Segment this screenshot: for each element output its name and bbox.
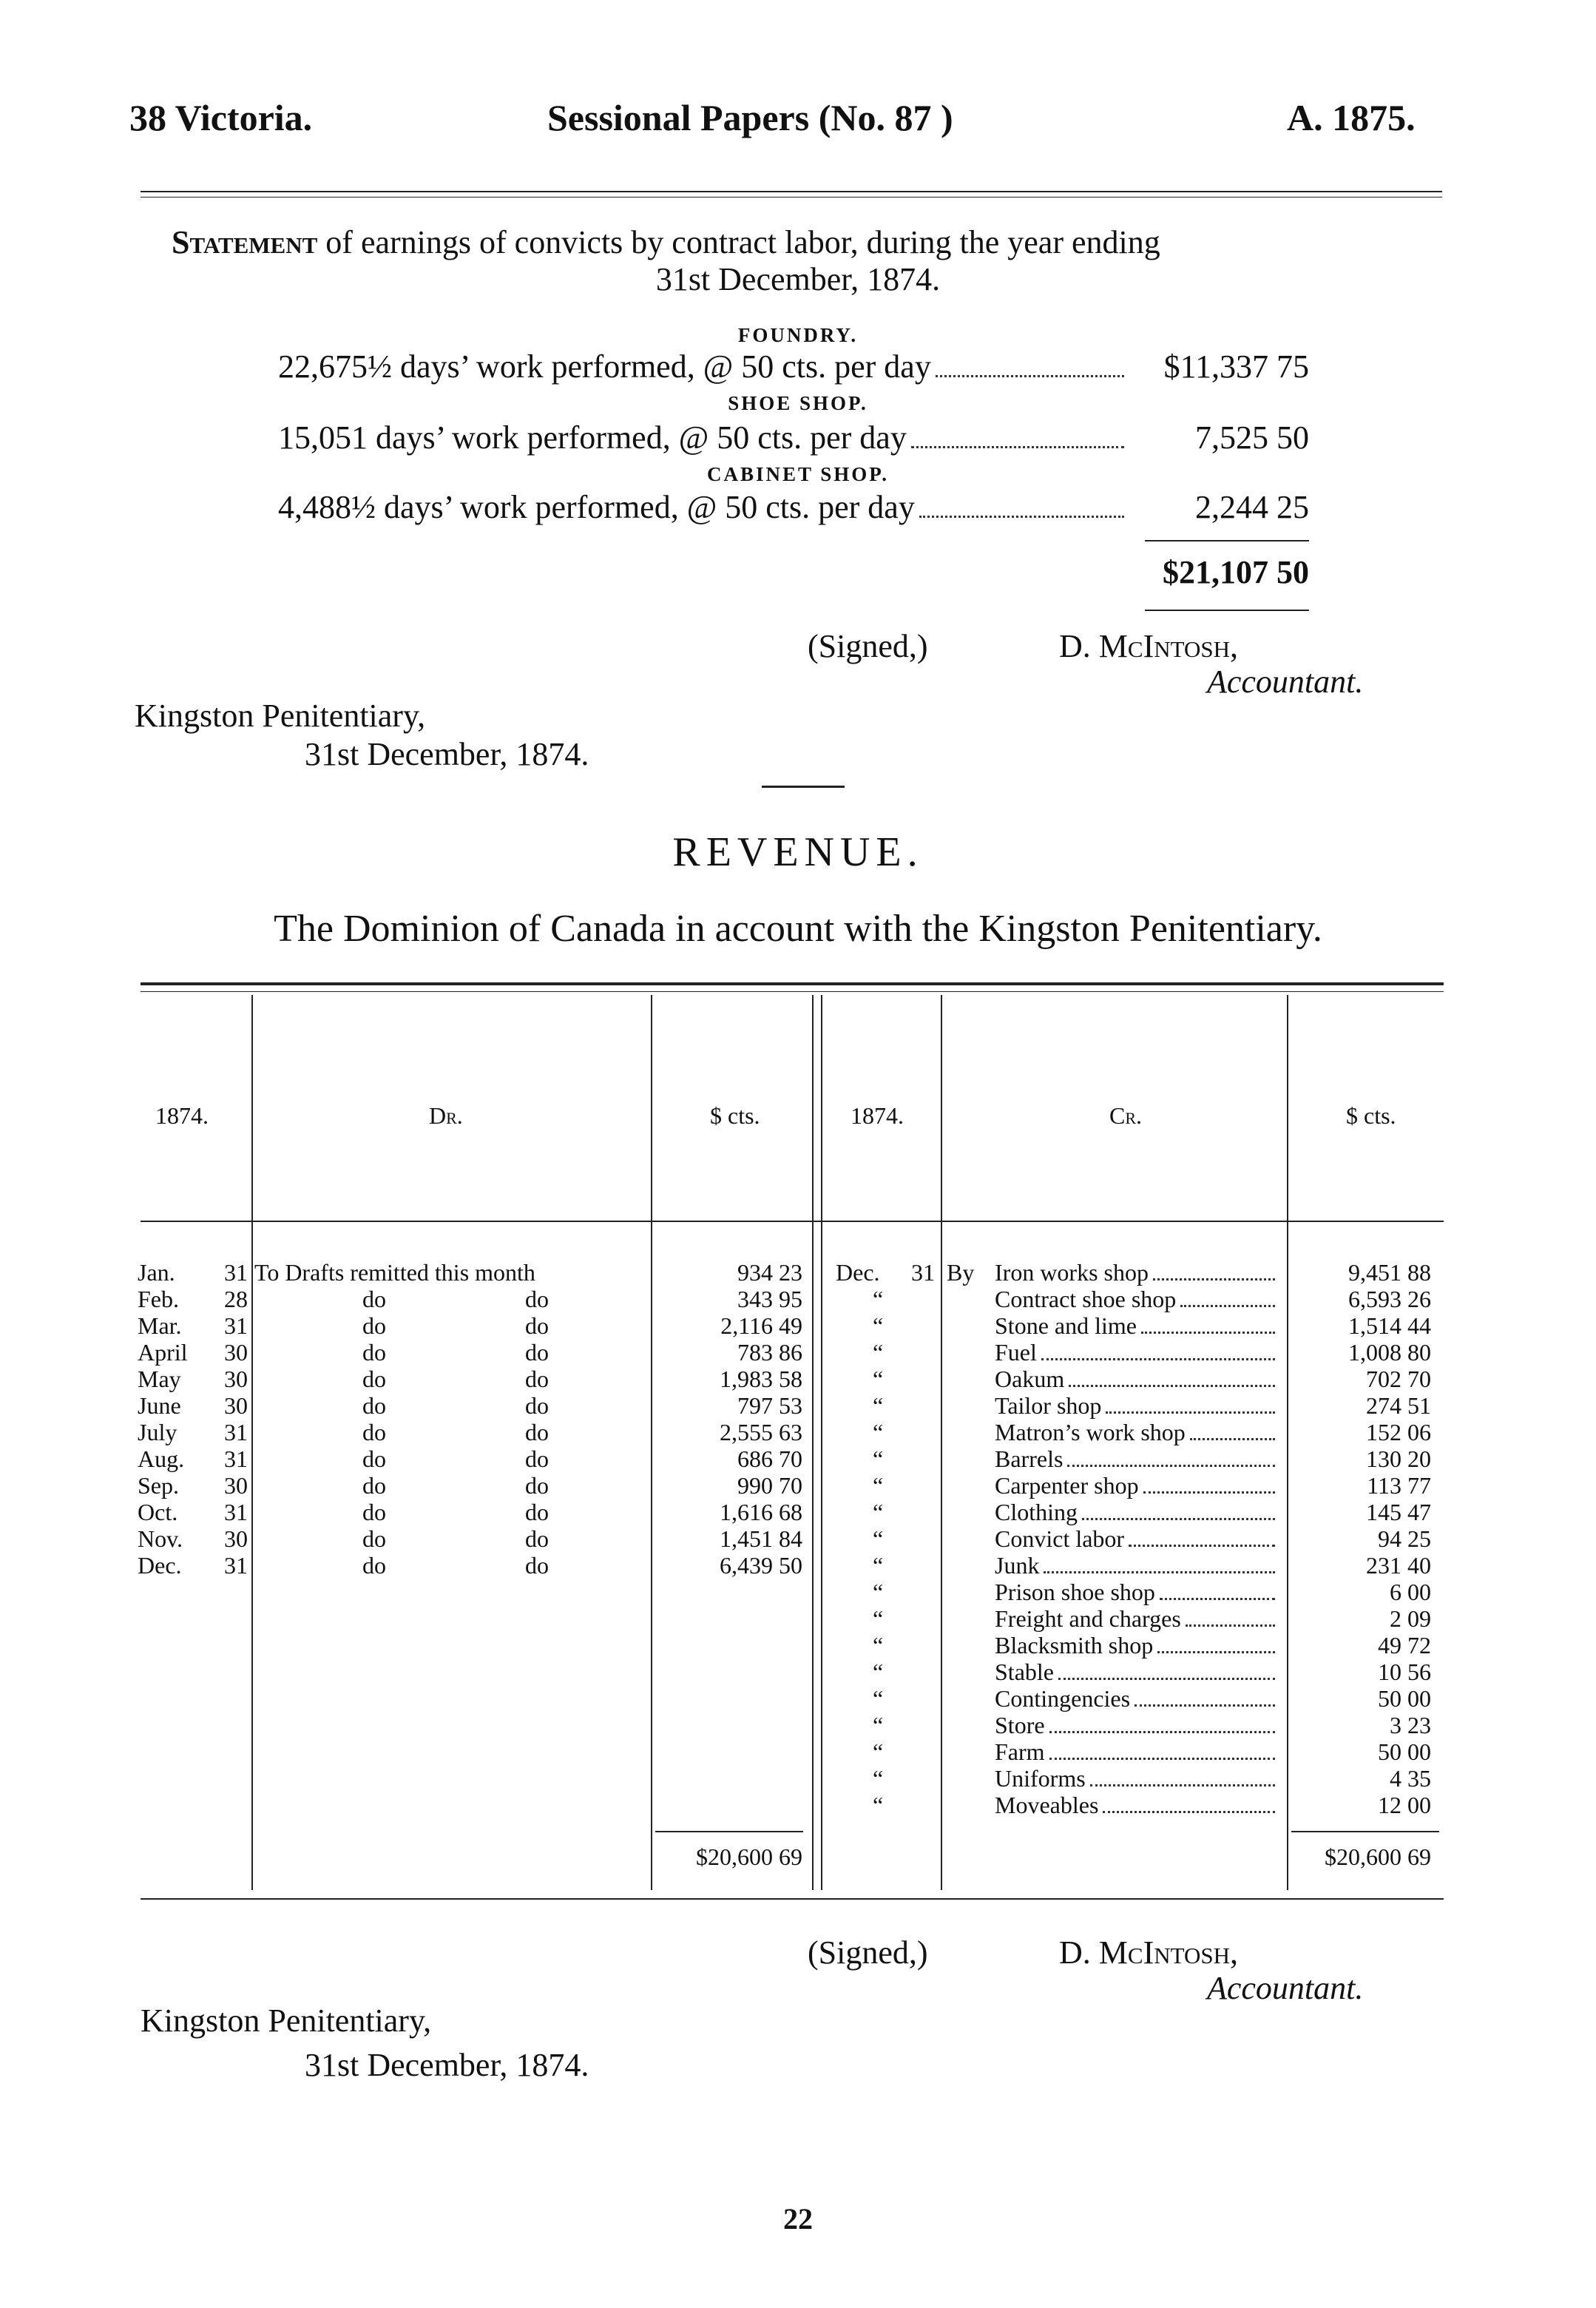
dr-amount: 1,451 84: [720, 1525, 802, 1552]
dr-ditto: do: [362, 1445, 386, 1472]
dr-day: 30: [224, 1392, 248, 1419]
dr-total: $20,600 69: [696, 1843, 802, 1870]
cr-ditto: “: [873, 1525, 884, 1552]
revenue-date: 31st December, 1874.: [305, 2047, 589, 2083]
cr-item-line: [995, 1259, 1279, 1286]
cr-item: Barrels: [995, 1445, 1064, 1472]
cr-ditto: “: [873, 1366, 884, 1392]
dr-day: 30: [224, 1472, 248, 1499]
dr-ditto: do: [362, 1419, 386, 1445]
dr-month: Feb.: [138, 1286, 179, 1312]
dot-leader: [1160, 1598, 1275, 1600]
cr-item-line: [995, 1339, 1279, 1366]
dr-ditto: do: [525, 1312, 549, 1339]
cr-item: Junk: [995, 1552, 1040, 1579]
cr-item-line: [995, 1392, 1279, 1420]
cr-ditto: “: [873, 1419, 884, 1445]
dr-ditto: do: [525, 1552, 549, 1579]
cr-item-line: [995, 1765, 1279, 1792]
cr-ditto: “: [873, 1765, 884, 1792]
cr-item: Store: [995, 1712, 1045, 1738]
cr-ditto: “: [873, 1632, 884, 1659]
dr-amount: 6,439 50: [720, 1552, 802, 1579]
col-divider: [941, 995, 942, 1890]
cr-ditto: “: [873, 1605, 884, 1632]
cr-item-line: [995, 1525, 1279, 1553]
dr-ditto: do: [525, 1286, 549, 1312]
cr-date-day: 31: [911, 1259, 935, 1286]
dot-leader: [1049, 1758, 1275, 1760]
dr-month: Aug.: [138, 1445, 185, 1472]
dr-amount: 2,555 63: [720, 1419, 802, 1445]
cr-total: $20,600 69: [1325, 1843, 1431, 1870]
dr-day: 30: [224, 1339, 248, 1366]
header-left: 38 Victoria.: [129, 97, 313, 138]
dr-amount: 686 70: [737, 1445, 802, 1472]
dr-ditto: do: [362, 1392, 386, 1419]
cr-item-line: [995, 1685, 1279, 1713]
cr-amount: 3 23: [1390, 1712, 1431, 1738]
cr-amount: 12 00: [1378, 1792, 1431, 1818]
cr-amount: 702 70: [1366, 1366, 1431, 1392]
dr-day: 28: [224, 1286, 248, 1312]
statement-signer: D. McIntosh,: [1059, 628, 1239, 664]
page-number: 22: [783, 2202, 813, 2236]
dr-ditto: do: [525, 1339, 549, 1366]
revenue-title: REVENUE.: [672, 829, 924, 875]
cr-amount: 4 35: [1390, 1765, 1431, 1792]
cr-item: Carpenter shop: [995, 1472, 1139, 1499]
dot-leader: [1190, 1438, 1275, 1440]
statement-line-text: 22,675½ days’ work performed, @ 50 cts. per day: [278, 348, 931, 385]
statement-amount-foundry: $11,337 75: [1163, 348, 1309, 385]
dr-month: July: [138, 1419, 177, 1445]
cr-amount: 6 00: [1390, 1579, 1431, 1605]
cr-ditto: “: [873, 1312, 884, 1339]
cr-amount: 113 77: [1367, 1472, 1431, 1499]
section-heading-cabinet: CABINET SHOP.: [706, 463, 890, 485]
cr-label-header: Cr.: [1109, 1102, 1143, 1129]
cr-year-header: 1874.: [851, 1102, 904, 1129]
dr-ditto: do: [525, 1419, 549, 1445]
dot-leader: [1069, 1385, 1275, 1387]
dr-amount: 797 53: [737, 1392, 802, 1419]
dot-leader: [1141, 1332, 1275, 1334]
statement-total: $21,107 50: [1163, 554, 1309, 590]
dot-leader: [1106, 1411, 1275, 1414]
cr-ditto: “: [873, 1685, 884, 1712]
cr-amount: 49 72: [1378, 1632, 1431, 1659]
cr-amount: 10 56: [1378, 1659, 1431, 1685]
cr-ditto: “: [873, 1738, 884, 1765]
statement-line-text: 15,051 days’ work performed, @ 50 cts. per day: [278, 419, 907, 456]
cr-ditto: “: [873, 1472, 884, 1499]
dr-ditto: do: [525, 1499, 549, 1525]
statement-signed: (Signed,): [808, 628, 928, 664]
revenue-subtitle: The Dominion of Canada in account with the Kingston Penitentiary.: [274, 908, 1322, 950]
revenue-signed: (Signed,): [808, 1934, 928, 1971]
dr-day: 30: [224, 1525, 248, 1552]
cr-amount: 6,593 26: [1348, 1286, 1431, 1312]
dr-day: 31: [224, 1552, 248, 1579]
cr-item: Freight and charges: [995, 1605, 1181, 1632]
dr-month: June: [138, 1392, 181, 1419]
revenue-place: Kingston Penitentiary,: [141, 2002, 432, 2039]
col-divider: [812, 995, 814, 1890]
cr-item-line: [995, 1552, 1279, 1579]
dot-leader: [1157, 1651, 1275, 1653]
dr-ditto: do: [525, 1366, 549, 1392]
dr-month: Nov.: [138, 1525, 183, 1552]
table-top-rule-2: [141, 991, 1444, 992]
cr-amount: 2 09: [1390, 1605, 1431, 1632]
cr-amount: 274 51: [1366, 1392, 1431, 1419]
cr-ditto: “: [873, 1499, 884, 1525]
dot-leader: [1082, 1518, 1275, 1520]
dr-ditto: do: [525, 1392, 549, 1419]
dr-month: Mar.: [138, 1312, 182, 1339]
dr-month: Oct.: [138, 1499, 178, 1525]
dr-amount: 783 86: [737, 1339, 802, 1366]
dr-day: 31: [224, 1259, 248, 1286]
dr-day: 30: [224, 1366, 248, 1392]
cr-item: Contract shoe shop: [995, 1286, 1177, 1312]
dr-ditto: do: [362, 1312, 386, 1339]
dot-leader: [1044, 1571, 1275, 1573]
cr-item-line: [995, 1632, 1279, 1659]
dr-day: 31: [224, 1312, 248, 1339]
cr-item-line: [995, 1366, 1279, 1393]
statement-date: 31st December, 1874.: [305, 736, 589, 772]
cr-amount: 50 00: [1378, 1685, 1431, 1712]
statement-title-lead: Statement: [172, 224, 318, 260]
dr-day: 31: [224, 1419, 248, 1445]
dr-month: Jan.: [138, 1259, 175, 1286]
statement-line-text: 4,488½ days’ work performed, @ 50 cts. per day: [278, 489, 915, 525]
dr-year-header: 1874.: [155, 1102, 209, 1129]
cr-amount: 152 06: [1366, 1419, 1431, 1445]
dr-amount: 934 23: [737, 1259, 802, 1286]
dr-day: 31: [224, 1445, 248, 1472]
dr-ditto: do: [525, 1472, 549, 1499]
dr-month: Dec.: [138, 1552, 182, 1579]
dr-amount: 1,983 58: [720, 1366, 802, 1392]
table-header-rule: [141, 1221, 1444, 1222]
cr-item: Tailor shop: [995, 1392, 1102, 1419]
dr-amount: 1,616 68: [720, 1499, 802, 1525]
cr-item-line: [995, 1445, 1279, 1473]
dr-month: April: [138, 1339, 188, 1366]
dot-leader: [1058, 1678, 1275, 1680]
cr-ditto: “: [873, 1552, 884, 1579]
cr-amount: 1,008 80: [1348, 1339, 1431, 1366]
dot-leader: [1090, 1784, 1275, 1786]
dot-leader: [1143, 1491, 1275, 1494]
cr-item: Stone and lime: [995, 1312, 1137, 1339]
cr-amount: 231 40: [1366, 1552, 1431, 1579]
section-heading-foundry: FOUNDRY.: [737, 324, 859, 346]
cr-item: Iron works shop: [995, 1259, 1149, 1286]
dot-leader: [1103, 1811, 1275, 1813]
cr-amount: 9,451 88: [1348, 1259, 1431, 1286]
cr-item: Oakum: [995, 1366, 1065, 1392]
cr-ditto: “: [873, 1792, 884, 1818]
table-bottom-rule: [141, 1898, 1444, 1900]
dr-amount: 343 95: [737, 1286, 802, 1312]
statement-amount-cabinet: 2,244 25: [1195, 489, 1309, 525]
dr-ditto: do: [362, 1525, 386, 1552]
cr-item-line: [995, 1499, 1279, 1526]
cr-item: Uniforms: [995, 1765, 1086, 1792]
dot-leader: [1067, 1465, 1275, 1467]
cr-ditto: “: [873, 1445, 884, 1472]
cr-date-month: Dec.: [836, 1259, 880, 1286]
cr-item-line: [995, 1286, 1279, 1313]
dr-amount-header: $ cts.: [710, 1102, 760, 1129]
header-right: A. 1875.: [1287, 97, 1416, 138]
col-divider: [821, 995, 822, 1890]
cr-item-line: [995, 1738, 1279, 1766]
cr-item: Prison shoe shop: [995, 1579, 1155, 1605]
cr-ditto: “: [873, 1659, 884, 1685]
dot-leader: [1153, 1278, 1275, 1280]
cr-item: Matron’s work shop: [995, 1419, 1186, 1445]
dr-amount: 990 70: [737, 1472, 802, 1499]
revenue-signer: D. McIntosh,: [1059, 1934, 1239, 1971]
statement-title-rest: of earnings of convicts by contract labor, during the year ending: [325, 224, 1160, 260]
cr-item: Clothing: [995, 1499, 1078, 1525]
dr-total-rule: [655, 1831, 803, 1832]
cr-item-line: [995, 1579, 1279, 1606]
cr-item-line: [995, 1312, 1279, 1340]
dr-ditto: do: [362, 1339, 386, 1366]
dot-leader: [1129, 1545, 1275, 1547]
cr-item-line: [995, 1605, 1279, 1633]
section-heading-shoe: SHOE SHOP.: [728, 392, 868, 414]
cr-item: Convict labor: [995, 1525, 1125, 1552]
cr-ditto: “: [873, 1392, 884, 1419]
dr-ditto: do: [362, 1552, 386, 1579]
dr-ditto: do: [362, 1472, 386, 1499]
dot-leader: [1180, 1305, 1275, 1307]
dr-ditto: do: [362, 1499, 386, 1525]
cr-amount: 130 20: [1366, 1445, 1431, 1472]
dot-leader: [1041, 1358, 1275, 1360]
cr-amount-header: $ cts.: [1346, 1102, 1396, 1129]
dr-month: May: [138, 1366, 181, 1392]
cr-item-line: [995, 1472, 1279, 1499]
dr-ditto: do: [525, 1445, 549, 1472]
cr-ditto: “: [873, 1339, 884, 1366]
dr-month: Sep.: [138, 1472, 179, 1499]
header-center: Sessional Papers (No. 87 ): [547, 97, 953, 138]
cr-item-line: [995, 1659, 1279, 1686]
statement-title-line2: 31st December, 1874.: [655, 261, 941, 297]
cr-item: Contingencies: [995, 1685, 1131, 1712]
cr-item: Farm: [995, 1738, 1045, 1765]
dr-amount: 2,116 49: [720, 1312, 802, 1339]
cr-item: Stable: [995, 1659, 1054, 1685]
cr-item-line: [995, 1419, 1279, 1446]
cr-item-line: [995, 1712, 1279, 1739]
dr-description: To Drafts remitted this month: [254, 1259, 535, 1286]
cr-amount: 1,514 44: [1348, 1312, 1431, 1339]
dot-leader: [1135, 1704, 1275, 1707]
cr-item: Fuel: [995, 1339, 1037, 1366]
statement-place: Kingston Penitentiary,: [135, 698, 426, 734]
cr-ditto: “: [873, 1579, 884, 1605]
dr-label-header: Dr.: [429, 1102, 463, 1129]
dot-leader: [1049, 1731, 1275, 1733]
dr-ditto: do: [362, 1366, 386, 1392]
revenue-signer-title: Accountant.: [1207, 1970, 1364, 2006]
cr-by: By: [947, 1259, 975, 1286]
cr-amount: 145 47: [1366, 1499, 1431, 1525]
cr-item-line: [995, 1792, 1279, 1819]
dr-day: 31: [224, 1499, 248, 1525]
col-divider: [251, 995, 253, 1890]
cr-ditto: “: [873, 1286, 884, 1312]
cr-total-rule: [1291, 1831, 1439, 1832]
dr-ditto: do: [362, 1286, 386, 1312]
statement-signer-title: Accountant.: [1207, 664, 1364, 700]
cr-amount: 94 25: [1378, 1525, 1431, 1552]
cr-amount: 50 00: [1378, 1738, 1431, 1765]
cr-ditto: “: [873, 1712, 884, 1738]
statement-amount-shoe: 7,525 50: [1195, 419, 1309, 456]
dot-leader: [1186, 1624, 1275, 1627]
dr-ditto: do: [525, 1525, 549, 1552]
cr-item: Blacksmith shop: [995, 1632, 1154, 1659]
table-top-rule: [141, 982, 1444, 985]
cr-item: Moveables: [995, 1792, 1099, 1818]
